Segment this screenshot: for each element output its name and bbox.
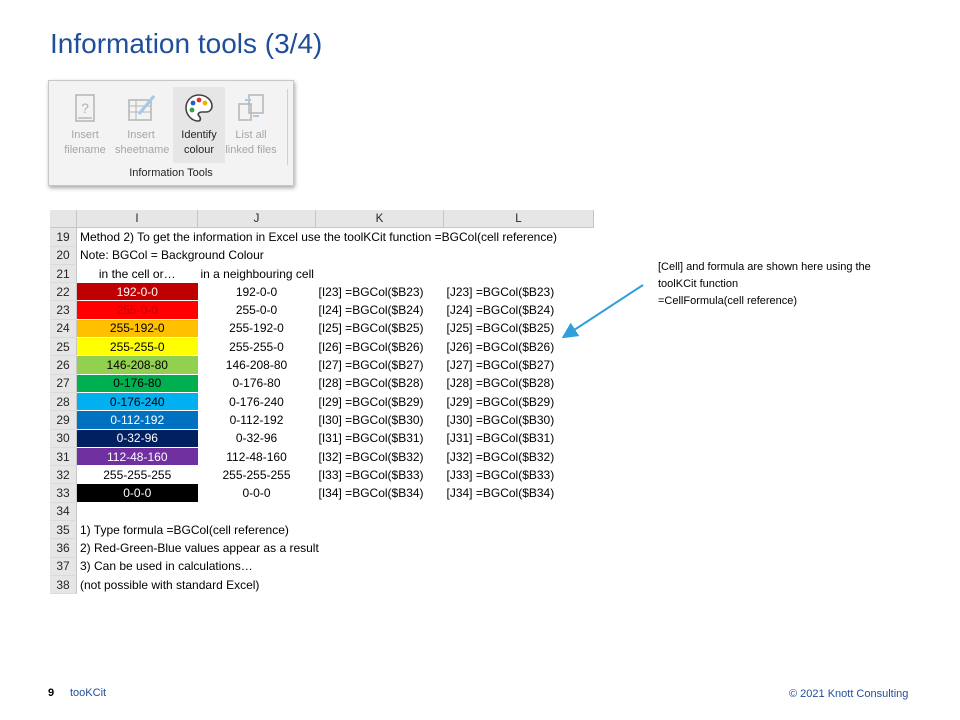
table-row <box>50 521 594 539</box>
row-header[interactable]: 20 <box>50 246 77 264</box>
list-all-linked-files-button[interactable] <box>225 87 277 163</box>
list-all-linked-files-label-2: linked files <box>225 144 277 156</box>
instruction-cell[interactable] <box>77 502 594 520</box>
column-header-j[interactable]: J <box>198 210 316 228</box>
formula-cell-k[interactable]: [I24] =BGCol($B24) <box>318 303 424 318</box>
colour-swatch-cell[interactable]: 192-0-0 <box>77 283 198 301</box>
column-header-i[interactable]: I <box>77 210 198 228</box>
table-row <box>50 283 594 301</box>
cell-method-text[interactable]: Method 2) To get the information in Excel use the toolKCit function =BGCol(cell reference) <box>80 230 558 245</box>
callout-line-1: [Cell] and formula are shown here using the <box>658 261 871 273</box>
rgb-value-cell[interactable]: 255-255-255 <box>222 467 291 482</box>
row-header[interactable]: 37 <box>50 557 77 575</box>
table-row <box>50 301 594 319</box>
formula-cell-k[interactable]: [I25] =BGCol($B25) <box>318 321 424 336</box>
formula-cell-k[interactable]: [I27] =BGCol($B27) <box>318 358 424 373</box>
file-question-icon <box>69 92 101 124</box>
rgb-value-cell[interactable]: 0-32-96 <box>235 431 278 446</box>
formula-cell-l[interactable]: [J33] =BGCol($B33) <box>446 467 555 482</box>
callout-note <box>658 259 918 310</box>
table-row <box>50 338 594 356</box>
identify-colour-label-1: Identify <box>181 129 217 141</box>
formula-cell-l[interactable]: [J32] =BGCol($B32) <box>446 449 555 464</box>
ribbon-group-label: Information Tools <box>129 167 213 179</box>
table-row <box>50 319 594 337</box>
colour-swatch-cell[interactable]: 255-255-255 <box>77 466 198 484</box>
table-row <box>50 264 594 282</box>
instruction-cell[interactable]: 1) Type formula =BGCol(cell reference) <box>80 522 289 537</box>
page-number: 9 <box>48 687 55 699</box>
row-header[interactable]: 23 <box>50 301 77 319</box>
row-header[interactable]: 25 <box>50 338 77 356</box>
rgb-value-cell[interactable]: 112-48-160 <box>226 449 287 464</box>
table-row <box>50 356 594 374</box>
instruction-cell[interactable]: (not possible with standard Excel) <box>80 577 260 592</box>
formula-cell-l[interactable]: [J28] =BGCol($B28) <box>446 376 555 391</box>
table-row <box>50 575 594 593</box>
row-header[interactable]: 29 <box>50 411 77 429</box>
table-row <box>50 246 594 264</box>
table-row <box>50 502 594 520</box>
rgb-value-cell[interactable]: 0-112-192 <box>229 412 284 427</box>
select-all-corner[interactable] <box>50 210 77 228</box>
formula-cell-k[interactable]: [I23] =BGCol($B23) <box>318 284 424 299</box>
rgb-value-cell[interactable]: 146-208-80 <box>225 358 288 373</box>
row-header[interactable]: 31 <box>50 447 77 465</box>
formula-cell-k[interactable]: [I31] =BGCol($B31) <box>318 431 424 446</box>
formula-cell-l[interactable]: [J24] =BGCol($B24) <box>446 303 555 318</box>
colour-swatch-cell[interactable]: 146-208-80 <box>77 356 198 374</box>
rgb-value-cell[interactable]: 255-255-0 <box>229 339 284 354</box>
formula-cell-l[interactable]: [J34] =BGCol($B34) <box>446 486 555 501</box>
colour-swatch-cell[interactable]: 255-0-0 <box>77 301 198 319</box>
table-row <box>50 429 594 447</box>
formula-cell-k[interactable]: [I30] =BGCol($B30) <box>318 412 424 427</box>
rgb-value-cell[interactable]: 0-176-240 <box>229 394 284 409</box>
callout-line-3: =CellFormula(cell reference) <box>658 295 798 307</box>
information-tools-ribbon-group <box>48 80 294 186</box>
row-header[interactable]: 38 <box>50 575 77 593</box>
colour-swatch-cell[interactable]: 0-112-192 <box>77 411 198 429</box>
rgb-value-cell[interactable]: 255-0-0 <box>235 303 278 318</box>
formula-cell-k[interactable]: [I29] =BGCol($B29) <box>318 394 424 409</box>
formula-cell-l[interactable]: [J30] =BGCol($B30) <box>446 412 555 427</box>
table-row <box>50 392 594 410</box>
insert-filename-button[interactable] <box>59 87 111 163</box>
colour-swatch-cell[interactable]: 0-176-80 <box>77 374 198 392</box>
slide-title: Information tools (3/4) <box>50 28 323 59</box>
table-row <box>50 539 594 557</box>
palette-icon <box>183 92 215 124</box>
list-all-linked-files-label-1: List all <box>235 129 267 141</box>
colour-swatch-cell[interactable]: 0-32-96 <box>77 429 198 447</box>
colour-swatch-cell[interactable]: 112-48-160 <box>77 447 198 465</box>
formula-cell-k[interactable]: [I28] =BGCol($B28) <box>318 376 424 391</box>
row-header[interactable]: 19 <box>50 228 77 246</box>
row-header[interactable]: 22 <box>50 283 77 301</box>
column-header-k[interactable]: K <box>316 210 444 228</box>
row-header[interactable]: 36 <box>50 539 77 557</box>
sheet-edit-icon <box>125 92 157 124</box>
instruction-cell[interactable]: 3) Can be used in calculations… <box>80 559 253 574</box>
colour-swatch-cell[interactable]: 0-0-0 <box>77 484 198 502</box>
footer-copyright: © 2021 Knott Consulting <box>789 688 909 700</box>
colour-swatch-cell[interactable]: 255-255-0 <box>77 338 198 356</box>
callout-line-2: toolKCit function <box>658 278 739 290</box>
table-row <box>50 411 594 429</box>
rgb-value-cell[interactable]: 0-176-80 <box>232 376 281 391</box>
insert-filename-label-2: filename <box>64 144 106 156</box>
row-header[interactable]: 34 <box>50 502 77 520</box>
cell-j21[interactable]: in a neighbouring cell <box>200 266 314 281</box>
formula-cell-l[interactable]: [J27] =BGCol($B27) <box>446 358 555 373</box>
insert-sheetname-label-2: sheetname <box>115 144 170 156</box>
insert-sheetname-label-1: Insert <box>127 129 155 141</box>
rgb-value-cell[interactable]: 192-0-0 <box>235 284 278 299</box>
identify-colour-button[interactable] <box>173 87 225 163</box>
formula-cell-l[interactable]: [J29] =BGCol($B29) <box>446 394 555 409</box>
table-row <box>50 228 594 246</box>
formula-cell-l[interactable]: [J25] =BGCol($B25) <box>446 321 555 336</box>
footer-brand: tooKCit <box>70 687 107 699</box>
row-header[interactable]: 24 <box>50 319 77 337</box>
table-row <box>50 484 594 502</box>
row-header[interactable]: 27 <box>50 374 77 392</box>
formula-cell-l[interactable]: [J26] =BGCol($B26) <box>446 339 555 354</box>
row-header[interactable]: 28 <box>50 392 77 410</box>
column-header-row <box>50 210 594 228</box>
identify-colour-label-2: colour <box>184 144 214 156</box>
row-header[interactable]: 33 <box>50 484 77 502</box>
formula-cell-k[interactable]: [I32] =BGCol($B32) <box>318 449 424 464</box>
formula-cell-k[interactable]: [I34] =BGCol($B34) <box>318 486 424 501</box>
row-header[interactable]: 26 <box>50 356 77 374</box>
formula-cell-k[interactable]: [I33] =BGCol($B33) <box>318 467 424 482</box>
linked-files-icon <box>235 92 267 124</box>
formula-cell-l[interactable]: [J31] =BGCol($B31) <box>446 431 555 446</box>
callout-arrow <box>555 280 655 350</box>
row-header[interactable]: 21 <box>50 264 77 282</box>
row-header[interactable]: 30 <box>50 429 77 447</box>
cell-note-text[interactable]: Note: BGCol = Background Colour <box>80 248 264 263</box>
cell-i21[interactable]: in the cell or… <box>98 266 176 281</box>
column-header-l[interactable]: L <box>444 210 594 228</box>
ribbon-divider <box>287 89 288 165</box>
row-header[interactable]: 35 <box>50 521 77 539</box>
rgb-value-cell[interactable]: 0-0-0 <box>242 486 271 501</box>
svg-text:?: ? <box>81 100 89 116</box>
row-header[interactable]: 32 <box>50 466 77 484</box>
table-row <box>50 466 594 484</box>
formula-cell-k[interactable]: [I26] =BGCol($B26) <box>318 339 424 354</box>
insert-sheetname-button[interactable] <box>115 87 170 163</box>
table-row <box>50 447 594 465</box>
formula-cell-l[interactable]: [J23] =BGCol($B23) <box>446 284 555 299</box>
table-row <box>50 374 594 392</box>
colour-swatch-cell[interactable]: 0-176-240 <box>77 392 198 410</box>
colour-swatch-cell[interactable]: 255-192-0 <box>77 319 198 337</box>
rgb-value-cell[interactable]: 255-192-0 <box>229 321 284 336</box>
table-row <box>50 557 594 575</box>
instruction-cell[interactable]: 2) Red-Green-Blue values appear as a result <box>80 540 319 555</box>
insert-filename-label-1: Insert <box>71 129 99 141</box>
spreadsheet-grid <box>50 210 594 594</box>
